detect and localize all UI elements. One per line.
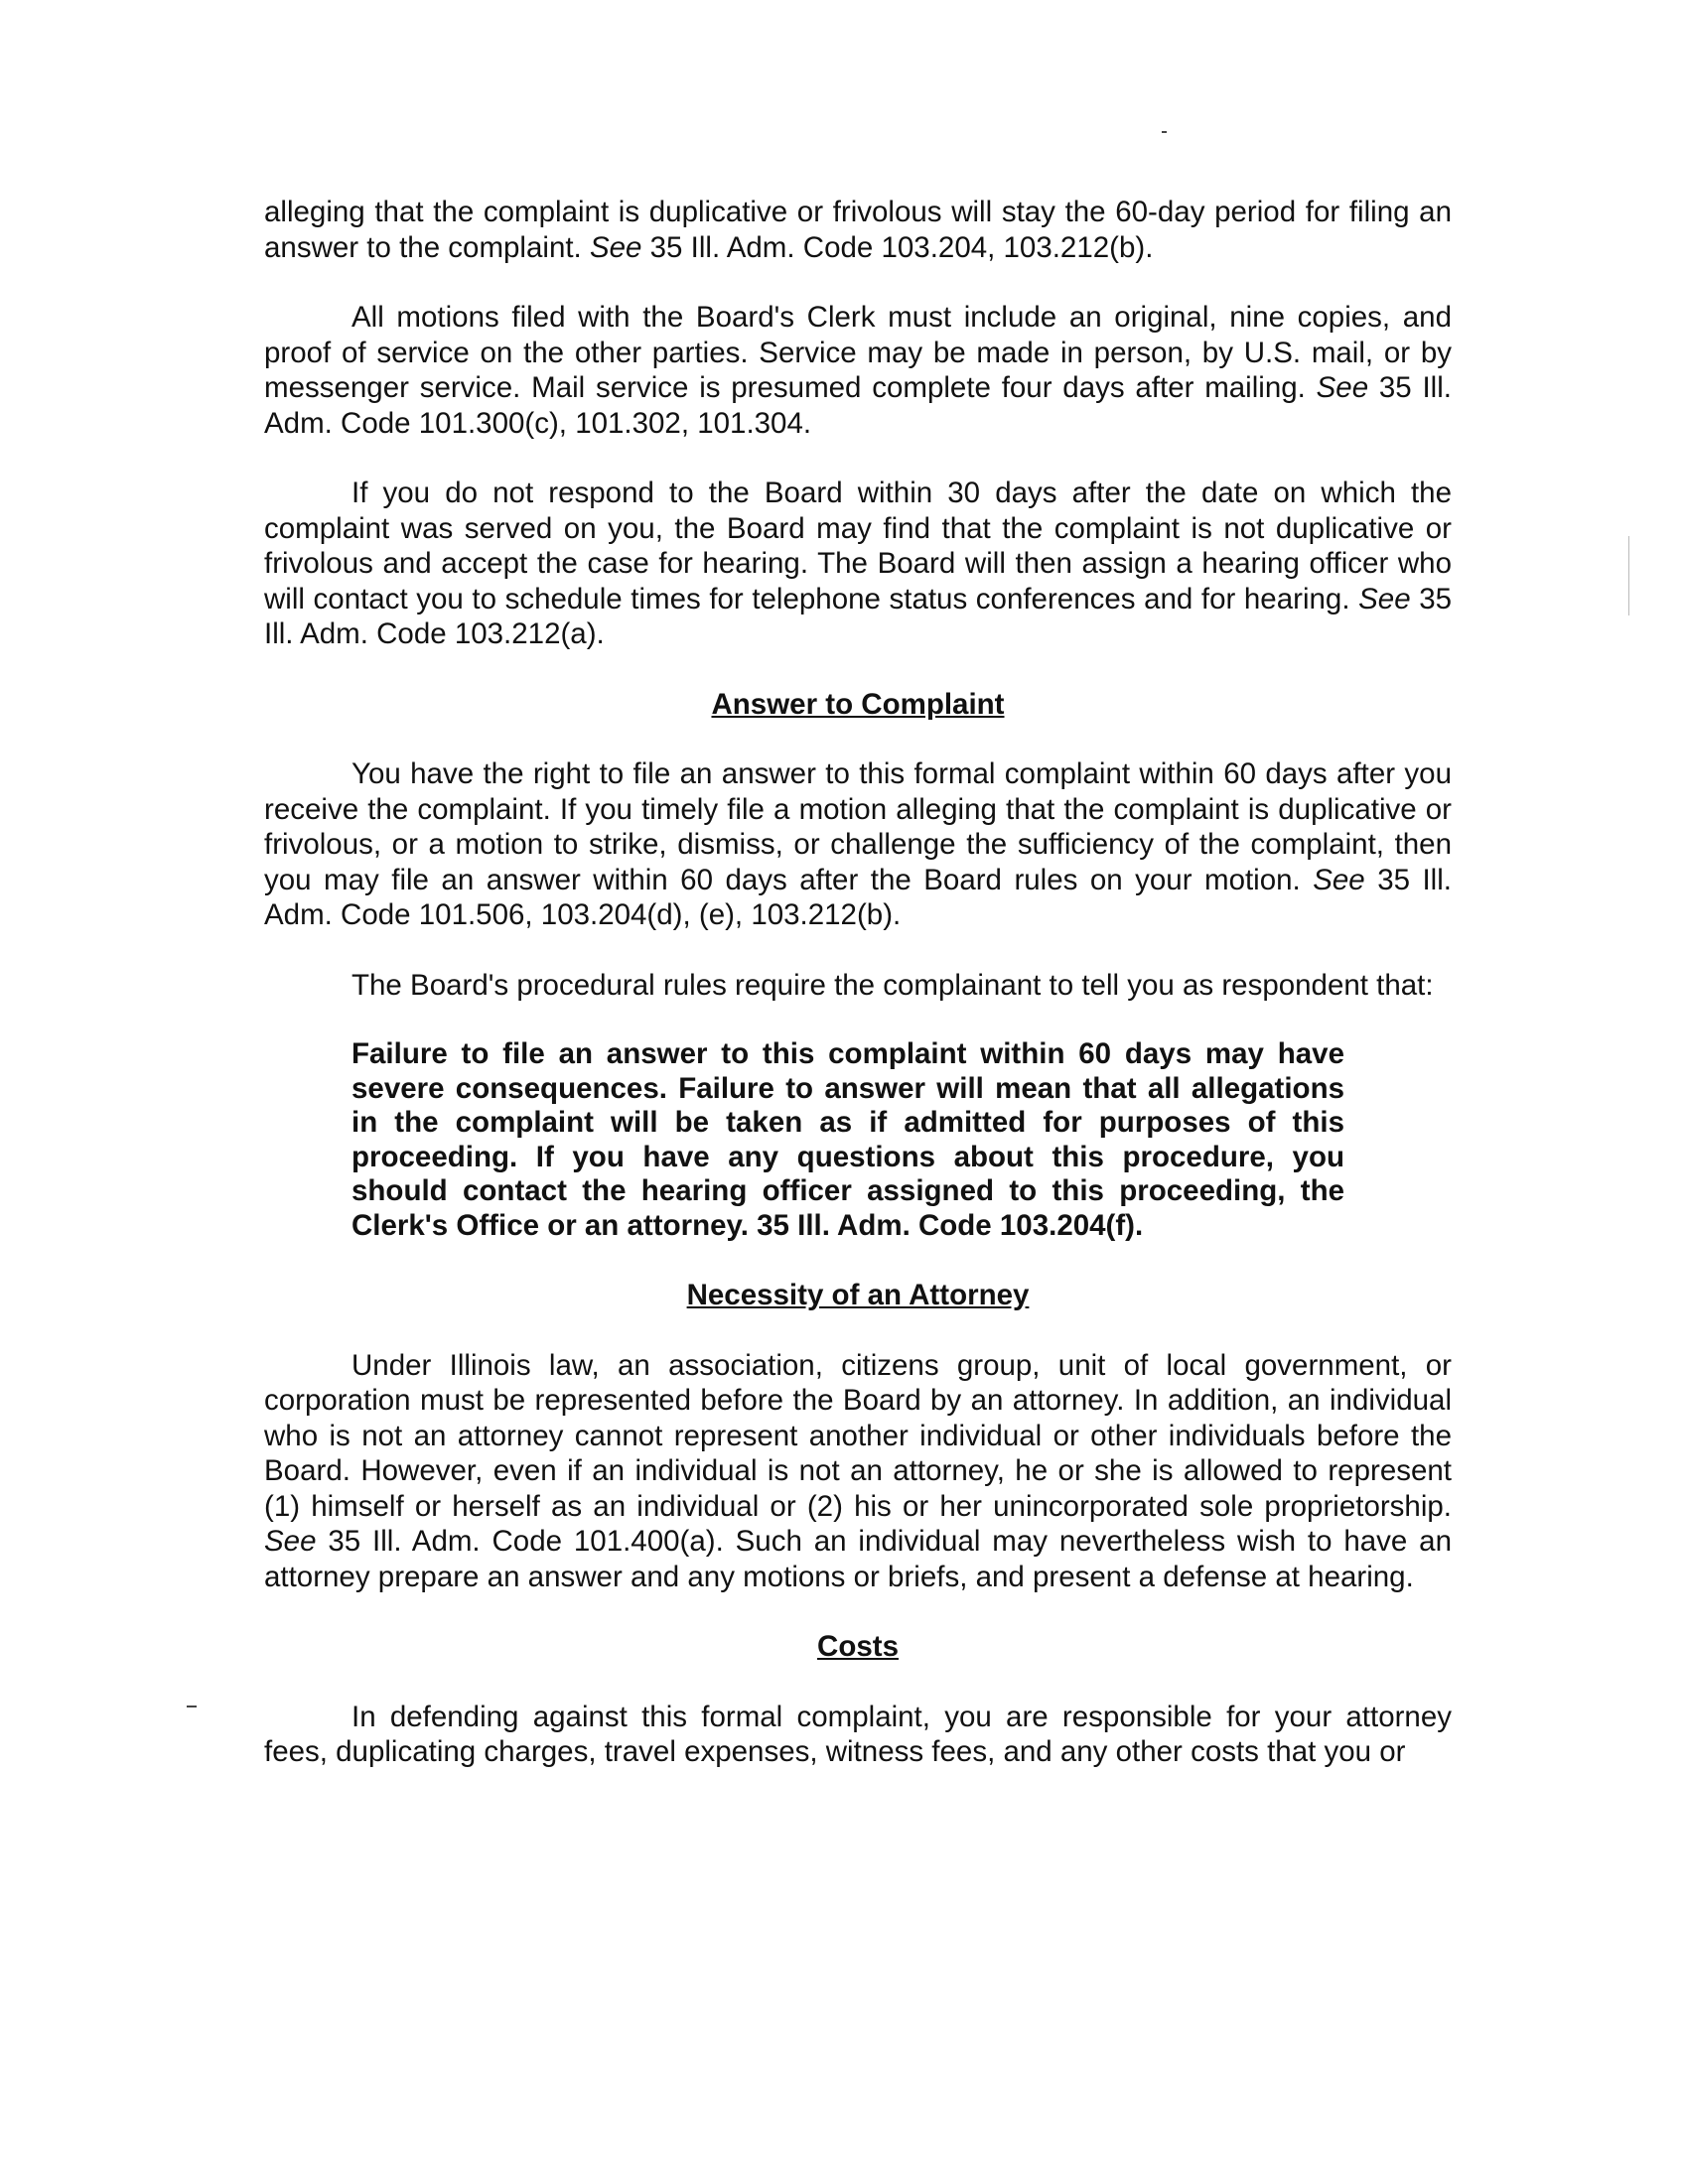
paragraph-attorney-requirement — [264, 1348, 1452, 1595]
see-signal: See — [264, 1525, 317, 1558]
see-signal: See — [1316, 371, 1369, 404]
paragraph-text: If you do not respond to the Board within 30 days after the date on which the complaint was served on you, the Board may find that the complaint is not duplicative or frivolous and accept the case for hearing. The Board will then assign a hearing officer who will contact you to schedule times for telephone status conferences and for hearing. — [264, 477, 1452, 615]
paragraph-text: Under Illinois law, an association, citizens group, unit of local government, or corporation must be represented before the Board by an attorney. In addition, an individual who is not an attorney cannot represent another individual or other individuals before the Board. However, even if an individual is not an attorney, he or she is allowed to represent (1) himself or herself as an individual or (2) his or her unincorporated sole proprietorship. — [264, 1348, 1452, 1523]
paragraph-frivolous-stay — [264, 195, 1452, 265]
citation: 35 Ill. Adm. Code 101.506, 103.204(d), (e), 103.212(b). — [264, 863, 1452, 931]
paragraph-motions-filing — [264, 300, 1452, 441]
scan-speck-left — [187, 1706, 197, 1707]
see-signal: See — [589, 230, 642, 264]
paragraph-no-response — [264, 476, 1452, 652]
paragraph-text: The Board's procedural rules require the complainant to tell you as respondent that: — [351, 968, 1434, 1002]
paragraph-text: You have the right to file an answer to this formal complaint within 60 days after you receive the complaint. If you timely file a motion alleging that the complaint is duplicative or frivolous, or a motion to strike, dismiss, or challenge the sufficiency of the complaint, then you may file an answer within 60 days after the Board rules on your motion. — [264, 757, 1452, 896]
failure-to-answer-notice: Failure to file an answer to this complaint within 60 days may have severe consequences. Failure to answer will mean that all allegations in the complaint will be taken as if admitted for purposes of this proceeding. If you have any questions about this procedure, you should contact the hearing officer assigned to this proceeding, the Clerk's Office or an attorney. 35 Ill. Adm. Code 103.204(f). — [351, 1037, 1344, 1242]
heading-answer-to-complaint: Answer to Complaint — [711, 687, 1005, 721]
scan-speck-top — [1162, 131, 1167, 133]
scan-edge-mark — [1628, 536, 1629, 615]
see-signal: See — [1313, 863, 1365, 896]
paragraph-text: alleging that the complaint is duplicative or frivolous will stay the 60-day period for filing an answer to the complaint. — [264, 196, 1452, 264]
heading-necessity-of-attorney: Necessity of an Attorney — [686, 1279, 1030, 1311]
heading-costs: Costs — [817, 1630, 899, 1663]
see-signal: See — [1358, 582, 1411, 615]
document-body — [264, 195, 1452, 1805]
paragraph-procedural-rules — [264, 968, 1452, 1004]
citation: 35 Ill. Adm. Code 101.300(c), 101.302, 101.304. — [264, 371, 1452, 440]
citation: 35 Ill. Adm. Code 101.400(a). Such an individual may nevertheless wish to have an attorney prepare an answer and any motions or briefs, and present a defense at hearing. — [264, 1525, 1452, 1593]
citation: 35 Ill. Adm. Code 103.204, 103.212(b). — [641, 230, 1154, 264]
paragraph-costs — [264, 1700, 1452, 1770]
paragraph-right-to-answer — [264, 756, 1452, 933]
paragraph-text: All motions filed with the Board's Clerk must include an original, nine copies, and proof of service on the other parties. Service may be made in person, by U.S. mail, or by messenger service. Mail service is presumed complete four days after mailing. — [264, 301, 1452, 404]
paragraph-text: In defending against this formal complaint, you are responsible for your attorney fees, duplicating charges, travel expenses, witness fees, and any other costs that you or — [264, 1700, 1452, 1768]
citation: 35 Ill. Adm. Code 103.212(a). — [264, 582, 1453, 650]
